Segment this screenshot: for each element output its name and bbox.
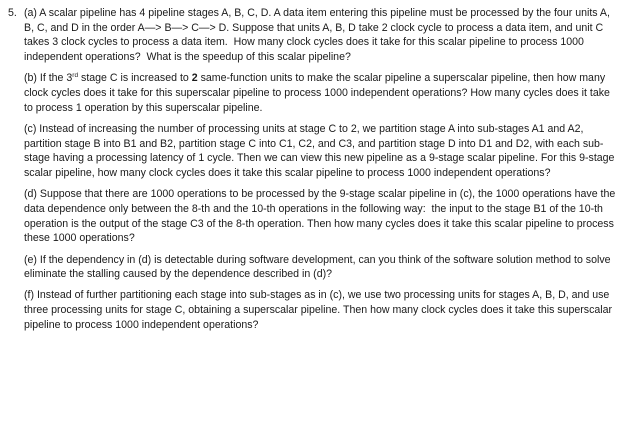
part-b-text-after: same-function units to make the scalar pipeline a superscalar pipeline, then how many clock cycles does it take for this superscalar pipeline to process 1000 independent operations? How many cycles does it take to process 1 operation by this superscalar pipeline. (24, 72, 613, 114)
part-a (24, 6, 620, 65)
part-b-text-before: (b) If the 3 (24, 72, 73, 85)
part-f-text: (f) Instead of further partitioning each stage into sub-stages as in (c), we use two processing units for stages A, B, D, and use three processing units for stage C, obtaining a superscalar pipeline. Then how many clock cycles does it take this superscalar pipeline to process 1000 independent operations? (24, 289, 616, 331)
part-b-text-middle: stage C is increased to (78, 72, 192, 85)
part-f (24, 288, 620, 332)
part-a-text: (a) A scalar pipeline has 4 pipeline stages A, B, C, D. A data item entering this pipeline must be processed by the four units A, B, C, and D in the order A—> B—> C—> D. Suppose that units A, B, D take 2 clock cycle to process a data item, and unit C takes 3 clock cycles to process a data item. How many clock cycles does it take for this scalar pipeline to process 1000 independent operations? What is the speedup of this scalar pipeline? (24, 7, 613, 64)
question-parts (24, 6, 620, 339)
part-d-text: (d) Suppose that there are 1000 operations to be processed by the 9-stage scalar pipeline in (c), the 1000 operations have the data dependence only between the 8-th and the 10-th operations in the following way: the input to the stage B1 of the 10-th operation is the output of the stage C3 of the 8-th operation. Then how many cycles does it take this scalar pipeline to process these 1000 operations? (24, 188, 619, 245)
part-d (24, 187, 620, 246)
document-page (8, 6, 620, 339)
part-c-text: (c) Instead of increasing the number of processing units at stage C to 2, we partition stage A into sub-stages A1 and A2, partition stage B into B1 and B2, partition stage C into C1, C2, and C3, and partition stage D into D1 and D2, with each sub-stage having a processing latency of 1 cycle. Then we can view this new pipeline as a 9-stage scalar pipeline. For this 9-stage scalar pipeline, how many clock cycles does it take this scalar pipeline to process 1000 independent operations? (24, 122, 618, 180)
part-e-text: (e) If the dependency in (d) is detectable during software development, can you think of the software solution method to solve eliminate the stalling caused by the dependence described in (d)? (24, 253, 614, 281)
question-5 (8, 6, 620, 339)
part-b (24, 71, 620, 115)
part-c (24, 122, 620, 181)
question-number: 5. (8, 7, 17, 19)
ordinal-suffix: rd (72, 72, 79, 80)
bold-number: 2 (191, 72, 198, 85)
part-e (24, 253, 620, 282)
